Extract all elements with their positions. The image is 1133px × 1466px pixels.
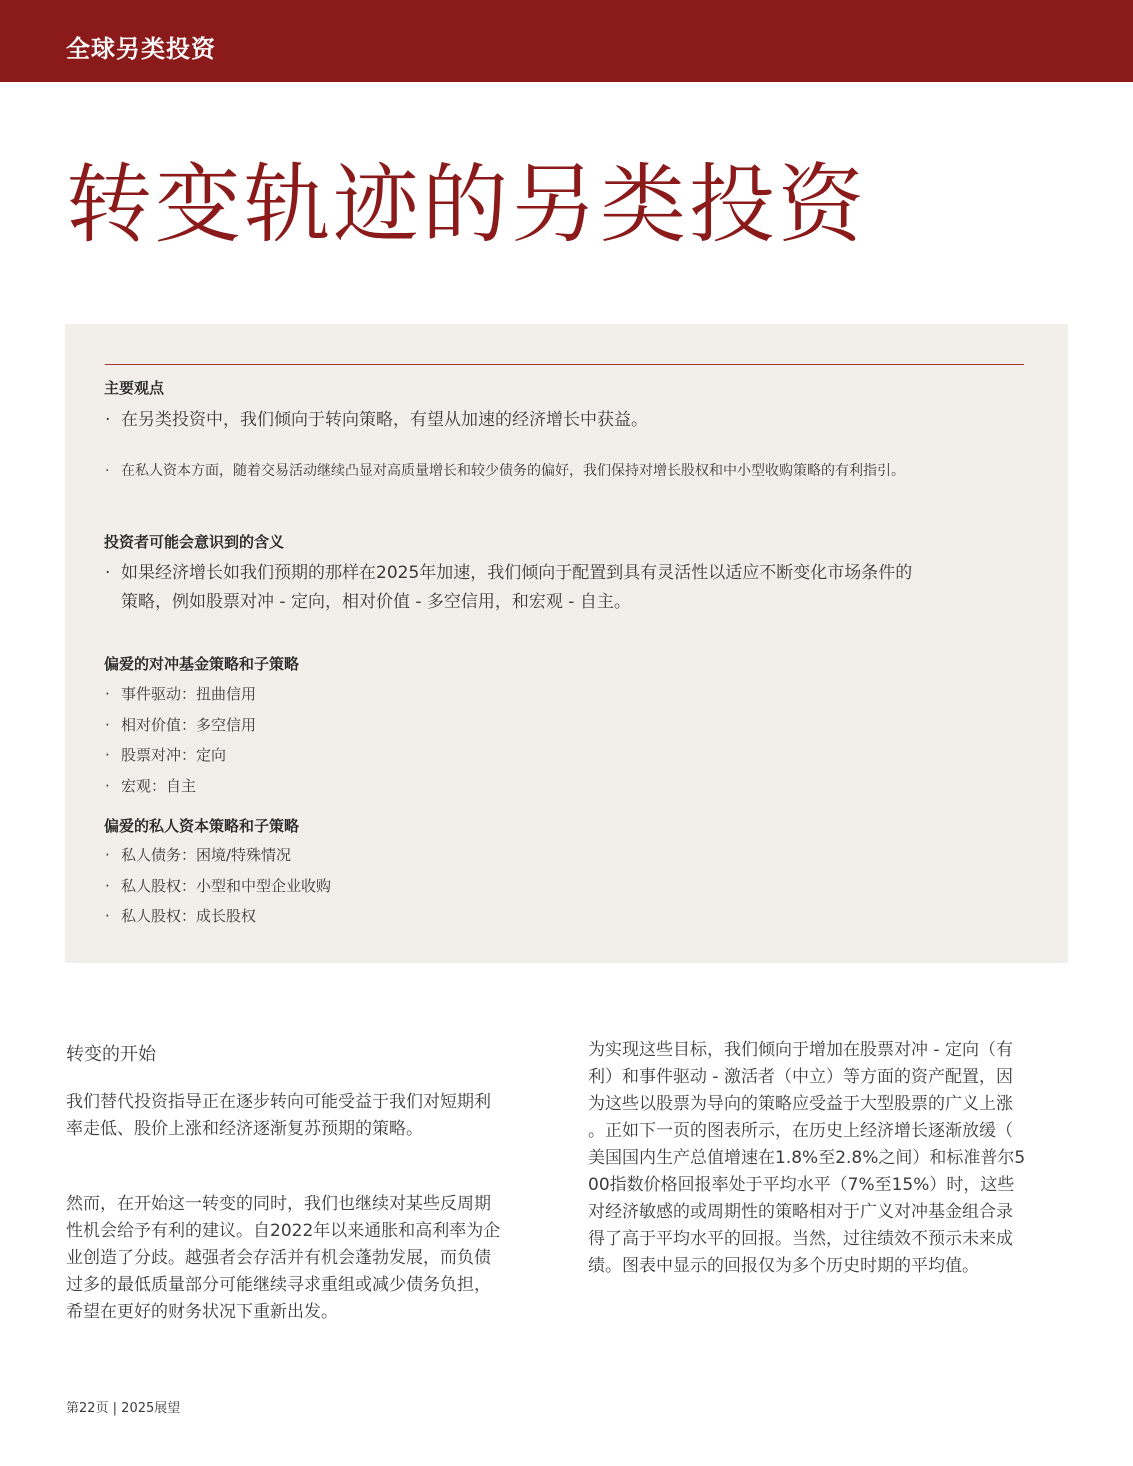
- bullet-dot: ·: [105, 563, 111, 583]
- text-line: 绩。图表中显示的回报仅为多个历史时期的平均值。: [588, 1256, 979, 1276]
- bullet-dot: ·: [105, 410, 111, 430]
- page-footer: 第22页 | 2025展望: [66, 1401, 181, 1416]
- list-item: [105, 843, 291, 867]
- text-line: 得了高于平均水平的回报。当然，过往绩效不预示未来成: [588, 1229, 1013, 1249]
- list-item-text: 私人股权：成长股权: [121, 907, 257, 925]
- paragraph: [588, 1037, 1068, 1280]
- text-line: 为实现这些目标，我们倾向于增加在股票对冲 - 定向（有: [588, 1040, 1013, 1060]
- list-item: [105, 682, 256, 706]
- private-capital-heading: 偏爱的私人资本策略和子策略: [104, 817, 300, 835]
- key-views-heading: 主要观点: [104, 379, 165, 397]
- implications-heading: 投资者可能会意识到的含义: [104, 533, 285, 551]
- list-item-text: 如果经济增长如我们预期的那样在2025年加速，我们倾向于配置到具有灵活性以适应不断变化市场条件的: [121, 563, 913, 583]
- text-line: 业创造了分歧。越强者会存活并有机会蓬勃发展，而负债: [66, 1248, 491, 1268]
- list-item: [105, 774, 196, 798]
- bullet-dot: ·: [105, 877, 110, 895]
- hedge-fund-heading: 偏爱的对冲基金策略和子策略: [104, 655, 300, 673]
- text-line: 美国国内生产总值增速在1.8%至2.8%之间）和标准普尔5: [588, 1148, 1026, 1168]
- list-item-text: 股票对冲：定向: [121, 746, 227, 764]
- bullet-dot: ·: [105, 463, 110, 479]
- list-item-text: 私人股权：小型和中型企业收购: [121, 877, 332, 895]
- list-item: [105, 904, 256, 928]
- text-line: 然而，在开始这一转变的同时，我们也继续对某些反周期: [66, 1194, 491, 1214]
- text-line: 为这些以股票为导向的策略应受益于大型股票的广义上涨: [588, 1094, 1013, 1114]
- list-item: [105, 406, 648, 435]
- bullet-dot: ·: [105, 846, 110, 864]
- bullet-dot: ·: [105, 777, 110, 795]
- text-line: 率走低、股价上涨和经济逐渐复苏预期的策略。: [66, 1119, 423, 1139]
- list-item-text: 在另类投资中，我们倾向于转向策略，有望从加速的经济增长中获益。: [121, 410, 648, 430]
- bullet-dot: ·: [105, 907, 110, 925]
- text-line: 性机会给予有利的建议。自2022年以来通胀和高利率为企: [66, 1221, 501, 1241]
- list-item: [105, 559, 912, 617]
- text-line: 希望在更好的财务状况下重新出发。: [66, 1302, 338, 1322]
- section-heading: 转变的开始: [66, 1044, 156, 1065]
- list-item: [105, 459, 905, 483]
- section-title: 全球另类投资: [66, 35, 216, 63]
- list-item-text: 宏观：自主: [121, 777, 197, 795]
- paragraph: [66, 1089, 546, 1143]
- list-item-text: 相对价值：多空信用: [121, 716, 257, 734]
- text-line: 对经济敏感的或周期性的策略相对于广义对冲基金组合录: [588, 1202, 1013, 1222]
- list-item: [105, 713, 256, 737]
- paragraph: [66, 1191, 546, 1326]
- text-line: 00指数价格回报率处于平均水平（7%至15%）时，这些: [588, 1175, 1015, 1195]
- list-item: [105, 874, 331, 898]
- bullet-dot: ·: [105, 746, 110, 764]
- text-line: 利）和事件驱动 - 激活者（中立）等方面的资产配置，因: [588, 1067, 1013, 1087]
- list-item-text: 策略，例如股票对冲 - 定向，相对价值 - 多空信用，和宏观 - 自主。: [121, 592, 631, 612]
- summary-box: [65, 324, 1068, 963]
- page-title: 转变轨迹的另类投资: [66, 155, 867, 255]
- text-line: 我们替代投资指导正在逐步转向可能受益于我们对短期利: [66, 1092, 491, 1112]
- header-bar: [0, 0, 1133, 82]
- bullet-dot: ·: [105, 716, 110, 734]
- list-item: [105, 743, 226, 767]
- bullet-dot: ·: [105, 685, 110, 703]
- list-item-text: 在私人资本方面，随着交易活动继续凸显对高质量增长和较少债务的偏好，我们保持对增长股权和中小型收购策略的有利指引。: [121, 463, 905, 479]
- text-line: 。正如下一页的图表所示，在历史上经济增长逐渐放缓（: [588, 1121, 1013, 1141]
- divider: [105, 364, 1024, 365]
- list-item-text: 私人债务：困境/特殊情况: [121, 846, 292, 864]
- text-line: 过多的最低质量部分可能继续寻求重组或减少债务负担，: [66, 1275, 491, 1295]
- list-item-text: 事件驱动：扭曲信用: [121, 685, 257, 703]
